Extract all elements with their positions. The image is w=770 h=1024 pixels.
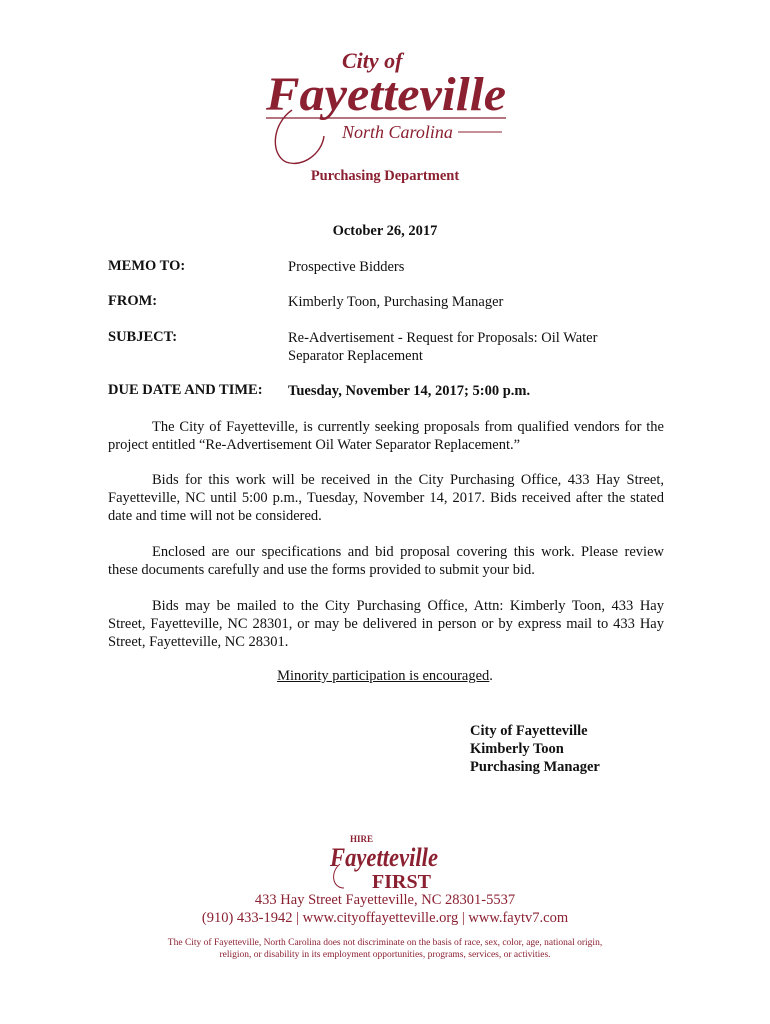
logo-city-name: Fayetteville: [264, 68, 506, 121]
subject-value: [288, 329, 597, 365]
subject-line-1: Re-Advertisement - Request for Proposals: Oil Water: [288, 330, 598, 346]
minority-statement: [0, 668, 770, 685]
minority-text: Minority participation is encouraged: [277, 668, 490, 684]
subject-line-2: Separator Replacement: [288, 348, 423, 364]
disclaimer-line-2: religion, or disability in its employment opportunities, programs, services, or activities.: [219, 950, 551, 960]
hire-text: HIRE: [350, 834, 374, 844]
signature-block: [470, 722, 600, 776]
due-date-value: Tuesday, November 14, 2017; 5:00 p.m.: [288, 383, 531, 399]
subject-label: SUBJECT:: [108, 329, 178, 345]
signature-name: Kimberly Toon: [470, 741, 564, 757]
signature-title: Purchasing Manager: [470, 759, 600, 775]
logo-state: North Carolina: [342, 122, 453, 142]
first-text: FIRST: [372, 871, 431, 892]
from-label: FROM:: [108, 293, 158, 309]
memo-date: October 26, 2017: [332, 223, 438, 239]
logo-city-of: City of: [342, 48, 403, 73]
paragraph-2: Bids for this work will be received in the City Purchasing Office, 433 Hay Street, Fayetteville, NC until 5:00 p.m., Tuesday, November 14, 2017. Bids received after the stated date and time will not be considered.: [108, 472, 664, 524]
paragraph-3: Enclosed are our specifications and bid proposal covering this work. Please review these documents carefully and use the forms provided to submit your bid.: [108, 544, 664, 578]
minority-period: .: [489, 668, 493, 684]
footer-contact: (910) 433-1942 | www.cityoffayetteville.org | www.faytv7.com: [201, 910, 569, 926]
hire-fayetteville-first-logo: [328, 832, 442, 892]
footer-disclaimer: [0, 937, 770, 961]
city-of-fayetteville-logo: [262, 44, 512, 172]
signature-org: City of Fayetteville: [470, 723, 588, 739]
due-date-label: DUE DATE AND TIME:: [108, 382, 263, 398]
hire-logo-name: Fayetteville: [329, 843, 438, 872]
footer-address: 433 Hay Street Fayetteville, NC 28301-5537: [254, 892, 516, 908]
paragraph-4: Bids may be mailed to the City Purchasing Office, Attn: Kimberly Toon, 433 Hay Street, Fayetteville, NC 28301, or may be delivered in person or by express mail to 433 Hay Street, Fayetteville, NC 28301.: [108, 598, 664, 650]
from-value: Kimberly Toon, Purchasing Manager: [288, 294, 504, 310]
memo-to-label: MEMO TO:: [108, 258, 186, 274]
paragraph-1: The City of Fayetteville, is currently seeking proposals from qualified vendors for the project entitled “Re-Advertisement Oil Water Separator Replacement.”: [108, 419, 664, 453]
department-heading: Purchasing Department: [310, 168, 460, 184]
disclaimer-line-1: The City of Fayetteville, North Carolina does not discriminate on the basis of race, sex, color, age, national origin,: [167, 938, 603, 948]
memo-to-value: Prospective Bidders: [288, 259, 405, 275]
